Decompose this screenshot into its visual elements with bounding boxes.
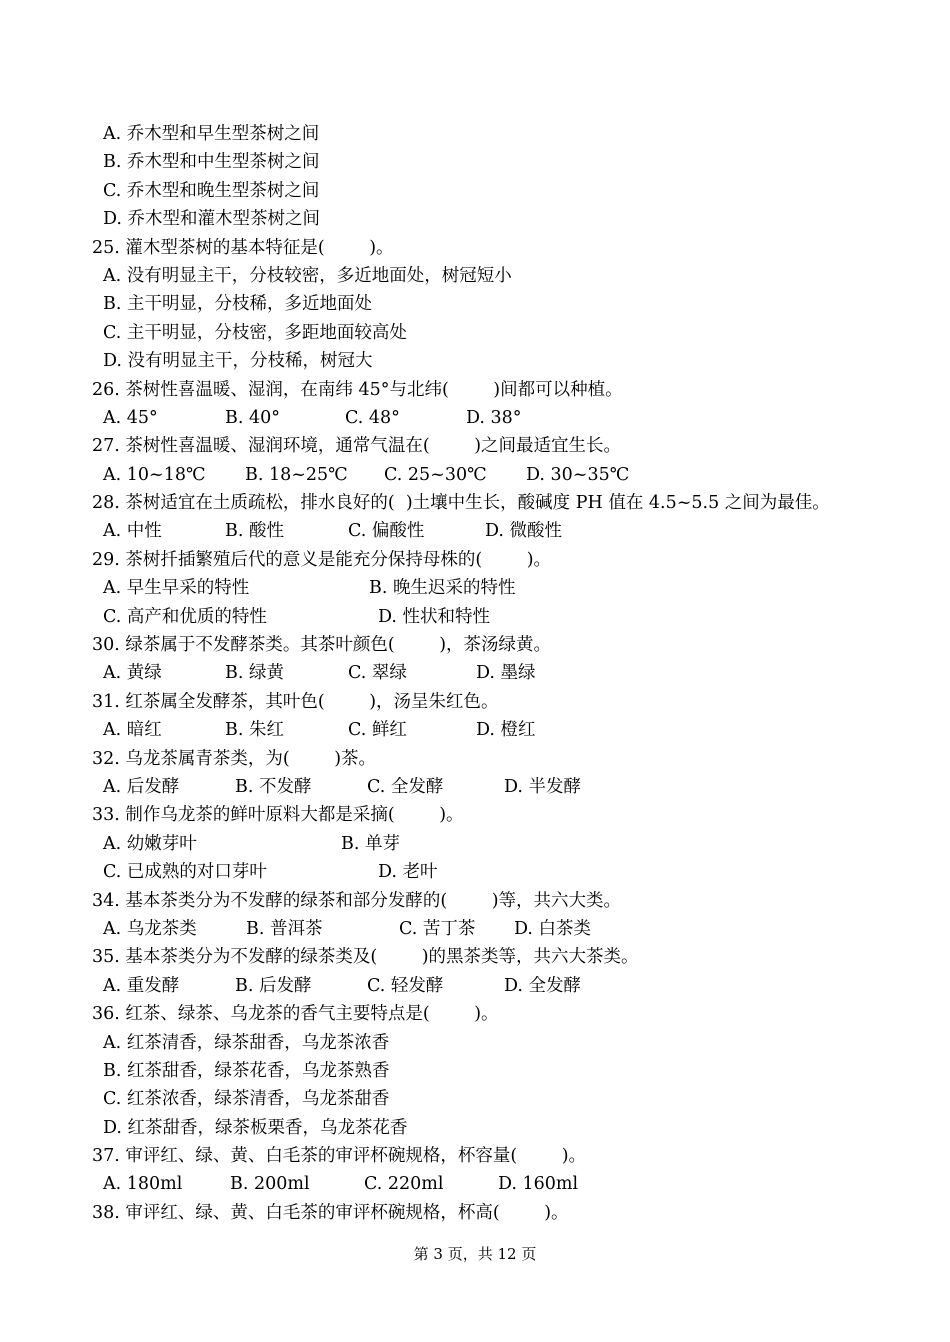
question-stem: 34. 基本茶类分为不发酵的绿茶和部分发酵的( )等，共六大类。 (92, 890, 622, 911)
answer-option: C. 已成熟的对口芽叶 (103, 862, 267, 883)
answer-option: B. 酸性 (225, 521, 284, 542)
answer-option: A. 黄绿 (103, 663, 162, 684)
question-stem: 32. 乌龙茶属青茶类，为( )茶。 (92, 748, 377, 769)
answer-option: D. 微酸性 (485, 521, 563, 542)
answer-options-row (92, 461, 872, 489)
question-stem: 36. 红茶、绿茶、乌龙茶的香气主要特点是( )。 (92, 1004, 499, 1025)
answer-option: C. 苦丁茶 (399, 918, 476, 939)
answer-option: A. 乔木型和早生型茶树之间 (103, 124, 320, 144)
answer-option: D. 160ml (498, 1174, 579, 1195)
answer-option: A. 幼嫩芽叶 (103, 833, 197, 854)
answer-options-row (92, 716, 872, 744)
answer-options-row (92, 972, 872, 1000)
answer-options-row (92, 915, 872, 943)
question-stem: 28. 茶树适宜在土质疏松，排水良好的( )土壤中生长，酸碱度 PH 值在 4.5~5.5 之间为最佳。 (92, 493, 830, 514)
question-stem: 26. 茶树性喜温暖、湿润，在南纬 45°与北纬( )间都可以种植。 (92, 379, 623, 400)
question-stem: 30. 绿茶属于不发酵茶类。其茶叶颜色( )，茶汤绿黄。 (92, 635, 552, 656)
question-stem: 33. 制作乌龙茶的鲜叶原料大都是采摘( )。 (92, 805, 464, 826)
answer-option: C. 鲜红 (348, 720, 407, 741)
answer-option: A. 180ml (103, 1174, 183, 1195)
answer-options-row (92, 858, 872, 886)
question-stem: 35. 基本茶类分为不发酵的绿茶类及( )的黑茶类等，共六大茶类。 (92, 947, 639, 968)
answer-options-row (92, 830, 872, 858)
question-stem: 29. 茶树扦插繁殖后代的意义是能充分保持母株的( )。 (92, 549, 552, 570)
answer-option: A. 45° (103, 407, 158, 428)
answer-options-row (92, 574, 872, 602)
answer-option: D. 红茶甜香，绿茶板栗香，乌龙茶花香 (103, 1117, 408, 1138)
answer-options-row (92, 773, 872, 801)
page-footer: 第 3 页，共 12 页 (413, 1245, 537, 1263)
answer-option: D. 38° (466, 407, 522, 428)
answer-option: D. 没有明显主干，分枝稀，树冠大 (103, 351, 373, 372)
answer-option: D. 橙红 (476, 720, 536, 741)
answer-option: A. 10~18℃ (103, 464, 206, 485)
answer-option: B. 单芽 (341, 833, 400, 854)
answer-option: B. 18~25℃ (245, 464, 348, 485)
answer-options-row (92, 1170, 872, 1198)
answer-option: D. 30~35℃ (526, 464, 630, 485)
question-stem: 25. 灌木型茶树的基本特征是( )。 (92, 237, 394, 258)
answer-option: D. 老叶 (378, 862, 438, 883)
answer-options-row (92, 404, 872, 432)
answer-option: C. 偏酸性 (348, 521, 425, 542)
question-list (92, 120, 872, 1227)
answer-option: A. 早生早采的特性 (103, 578, 250, 599)
answer-option: A. 中性 (103, 521, 162, 542)
answer-option: C. 高产和优质的特性 (103, 606, 267, 627)
question-stem: 27. 茶树性喜温暖、湿润环境，通常气温在( )之间最适宜生长。 (92, 436, 622, 457)
answer-option: B. 晚生迟采的特性 (369, 578, 516, 599)
answer-option: A. 暗红 (103, 720, 162, 741)
answer-option: C. 48° (345, 407, 400, 428)
answer-option: B. 乔木型和中生型茶树之间 (103, 152, 320, 173)
answer-option: B. 普洱茶 (246, 918, 323, 939)
answer-option: C. 红茶浓香，绿茶清香，乌龙茶甜香 (103, 1089, 390, 1110)
answer-options-row (92, 517, 872, 545)
answer-option: B. 200ml (230, 1174, 310, 1195)
answer-option: C. 主干明显，分枝密，多距地面较高处 (103, 322, 407, 343)
answer-option: A. 重发酵 (103, 975, 180, 996)
question-stem: 38. 审评红、绿、黄、白毛茶的审评杯碗规格，杯高( )。 (92, 1202, 569, 1223)
answer-option: C. 轻发酵 (367, 975, 444, 996)
question-stem: 31. 红茶属全发酵茶，其叶色( )，汤呈朱红色。 (92, 691, 499, 712)
question-stem: 37. 审评红、绿、黄、白毛茶的审评杯碗规格，杯容量( )。 (92, 1146, 587, 1167)
answer-option: D. 全发酵 (504, 975, 582, 996)
answer-option: D. 白茶类 (514, 918, 592, 939)
answer-option: D. 性状和特性 (378, 606, 491, 627)
answer-options-row (92, 659, 872, 687)
answer-option: C. 220ml (364, 1174, 444, 1195)
answer-option: C. 乔木型和晚生型茶树之间 (103, 180, 320, 201)
answer-option: A. 红茶清香，绿茶甜香，乌龙茶浓香 (103, 1032, 390, 1053)
answer-option: B. 朱红 (225, 720, 284, 741)
answer-option: D. 半发酵 (504, 776, 582, 797)
answer-option: A. 乌龙茶类 (103, 918, 197, 939)
answer-option: B. 绿黄 (225, 663, 284, 684)
answer-option: C. 翠绿 (348, 663, 407, 684)
answer-option: B. 后发酵 (235, 975, 312, 996)
answer-option: D. 乔木型和灌木型茶树之间 (103, 209, 321, 230)
answer-option: A. 后发酵 (103, 776, 180, 797)
answer-option: B. 40° (225, 407, 281, 428)
answer-option: B. 不发酵 (235, 776, 312, 797)
answer-option: B. 红茶甜香，绿茶花香，乌龙茶熟香 (103, 1060, 390, 1081)
answer-option: C. 全发酵 (367, 776, 444, 797)
answer-option: D. 墨绿 (476, 663, 536, 684)
answer-option: B. 主干明显，分枝稀，多近地面处 (103, 294, 372, 315)
answer-options-row (92, 603, 872, 631)
answer-option: A. 没有明显主干，分枝较密，多近地面处，树冠短小 (103, 265, 512, 286)
answer-option: C. 25~30℃ (384, 464, 487, 485)
